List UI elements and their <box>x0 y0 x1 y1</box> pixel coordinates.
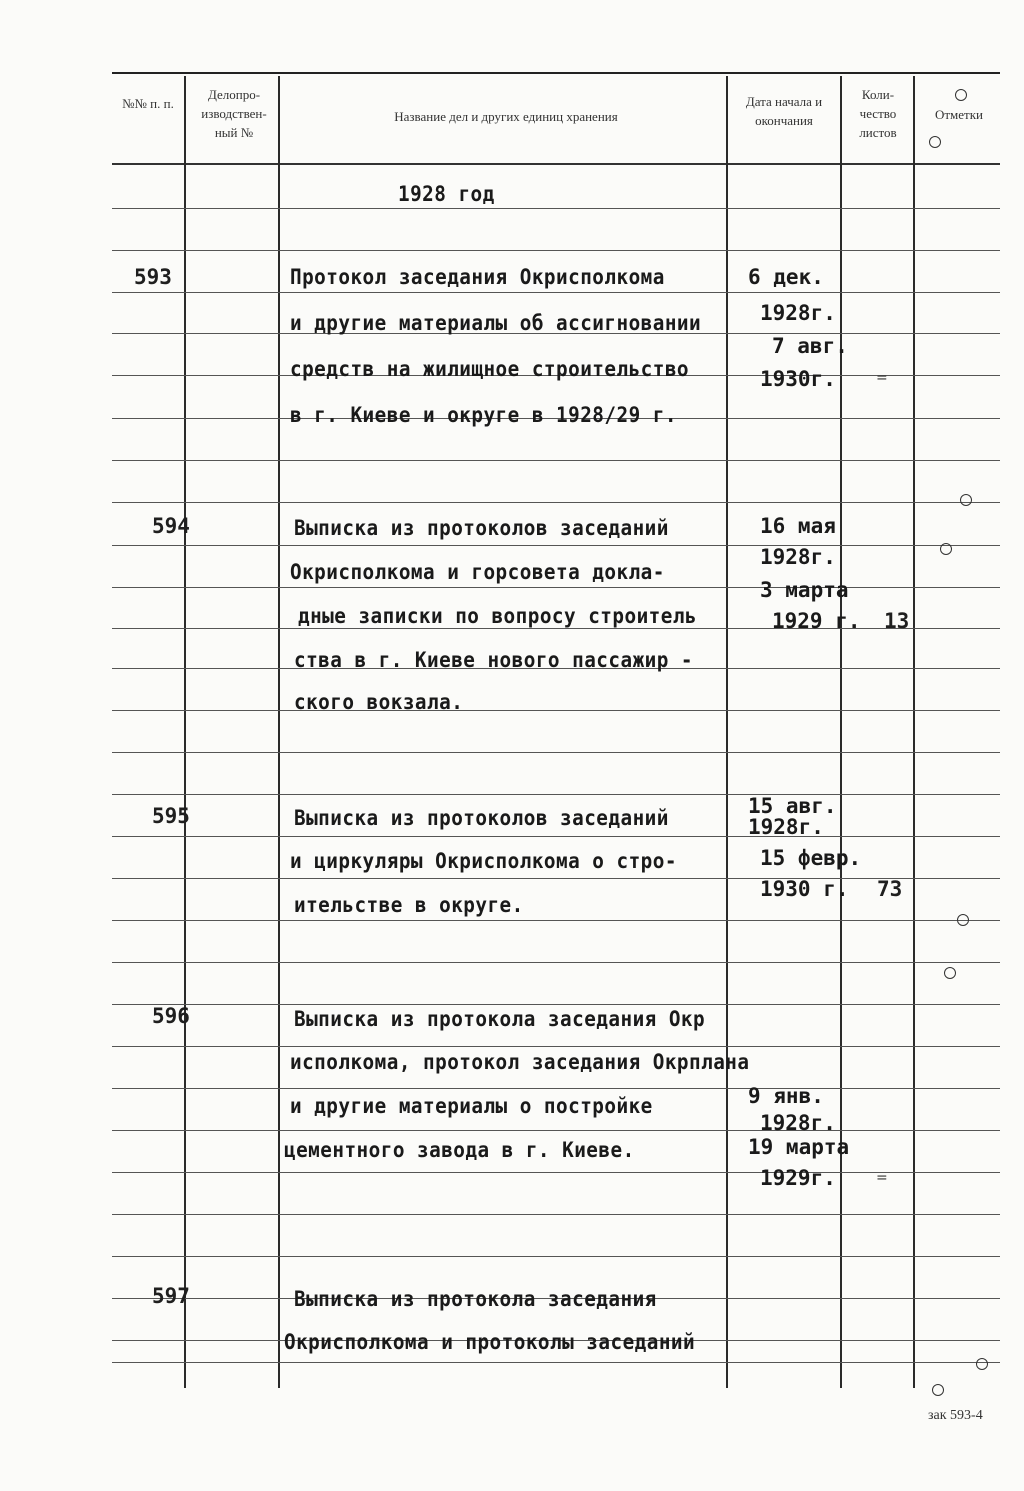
punch-hole-icon <box>944 967 956 979</box>
punch-hole-icon <box>976 1358 988 1370</box>
record-title-line: Окрисполкома и горсовета докла- <box>290 560 665 584</box>
ruled-line <box>112 878 1000 879</box>
record-date-line: 1930 г. <box>760 877 849 901</box>
header-bottom-rule <box>112 163 1000 165</box>
record-title-line: в г. Киеве и округе в 1928/29 г. <box>290 403 677 427</box>
column-rule <box>184 76 186 1388</box>
ruled-line <box>112 292 1000 293</box>
ruled-line <box>112 1256 1000 1257</box>
record-title-line: Протокол заседания Окрисполкома <box>290 265 665 289</box>
record-mark: = <box>876 370 888 386</box>
header-top-rule <box>112 72 1000 74</box>
record-title-line: ства в г. Киеве нового пассажир - <box>294 648 694 672</box>
ruled-line <box>112 208 1000 209</box>
punch-hole-icon <box>960 494 972 506</box>
record-title-line: и другие материалы об ассигновании <box>290 311 702 335</box>
ruled-line <box>112 1088 1000 1089</box>
ruled-line <box>112 545 1000 546</box>
ruled-line <box>112 1046 1000 1047</box>
ruled-line <box>112 502 1000 503</box>
record-number: 596 <box>152 1004 190 1028</box>
footer-stamp: зак 593-4 <box>928 1408 983 1423</box>
record-date-line: 1930г. <box>760 367 836 391</box>
ruled-line <box>112 1172 1000 1173</box>
record-title-line: цементного завода в г. Киеве. <box>284 1138 635 1162</box>
record-sheet-count: 73 <box>877 877 903 901</box>
record-title-line: средств на жилищное строительство <box>290 357 690 381</box>
column-rule <box>726 76 728 1388</box>
record-title-line: ительстве в округе. <box>294 893 524 917</box>
record-mark: = <box>876 1170 888 1186</box>
ruled-line <box>112 587 1000 588</box>
ruled-line <box>112 460 1000 461</box>
ruled-line <box>112 628 1000 629</box>
record-date-line: 15 февр. <box>760 846 862 870</box>
header-col-marks: Отметки <box>934 107 984 122</box>
header-col-title: Название дел и других единиц хранения <box>394 109 618 124</box>
column-rule <box>913 76 915 1388</box>
record-number: 593 <box>134 265 172 289</box>
column-rule <box>278 76 280 1388</box>
record-title-line: и другие материалы о постройке <box>290 1094 653 1118</box>
ruled-line <box>112 1214 1000 1215</box>
record-date-line: 1929г. <box>760 1166 836 1190</box>
record-number: 594 <box>152 514 190 538</box>
punch-hole-icon <box>940 543 952 555</box>
punch-hole-icon <box>932 1384 944 1396</box>
ruled-line <box>112 752 1000 753</box>
record-date-line: 1928г. <box>760 301 836 325</box>
ruled-line <box>112 920 1000 921</box>
punch-hole-icon <box>929 136 941 148</box>
record-date-line: 1928г. <box>760 1111 836 1135</box>
record-number: 597 <box>152 1284 190 1308</box>
punch-hole-icon <box>957 914 969 926</box>
record-date-line: 7 авг. <box>772 334 848 358</box>
record-title-line: и циркуляры Окрисполкома о стро- <box>290 849 677 873</box>
record-title-line: Выписка из протокола заседания <box>294 1287 657 1311</box>
record-title-line: ского вокзала. <box>294 690 464 714</box>
ruled-line <box>112 1130 1000 1131</box>
ruled-line <box>112 794 1000 795</box>
record-date-line: 1928г. <box>760 545 836 569</box>
record-date-line: 3 марта <box>760 578 849 602</box>
record-date-line: 15 авг. <box>748 794 837 818</box>
record-date-line: 9 янв. <box>748 1084 824 1108</box>
ruled-line <box>112 1362 1000 1363</box>
ruled-line <box>112 1004 1000 1005</box>
record-date-line: 1928г. <box>748 815 824 839</box>
record-title-line: Выписка из протокола заседания Окр <box>294 1007 706 1031</box>
record-title-line: исполкома, протокол заседания Окрплана <box>290 1050 750 1074</box>
record-title-line: Выписка из протоколов заседаний <box>294 516 669 540</box>
ruled-line <box>112 962 1000 963</box>
ruled-line <box>112 710 1000 711</box>
ruled-line <box>112 836 1000 837</box>
ruled-line <box>112 250 1000 251</box>
header-col-sheets: Коли- чество листов <box>859 87 897 140</box>
record-title-line: дные записки по вопросу строитель <box>298 604 698 628</box>
record-date-line: 6 дек. <box>748 265 824 289</box>
record-date-line: 16 мая <box>760 514 836 538</box>
year-heading: 1928 год <box>398 182 495 206</box>
record-number: 595 <box>152 804 190 828</box>
record-sheet-count: 13 <box>884 609 910 633</box>
record-title-line: Окрисполкома и протоколы заседаний <box>284 1330 696 1354</box>
record-date-line: 19 марта <box>748 1135 850 1159</box>
record-date-line: 1929 г. <box>772 609 861 633</box>
column-rule <box>840 76 842 1388</box>
header-col-dates: Дата начала и окончания <box>745 94 823 128</box>
record-title-line: Выписка из протоколов заседаний <box>294 806 669 830</box>
header-col-number: №№ п. п. <box>122 96 174 111</box>
header-col-office-no: Делопро- изводствен- ный № <box>201 87 267 140</box>
punch-hole-icon <box>955 89 967 101</box>
